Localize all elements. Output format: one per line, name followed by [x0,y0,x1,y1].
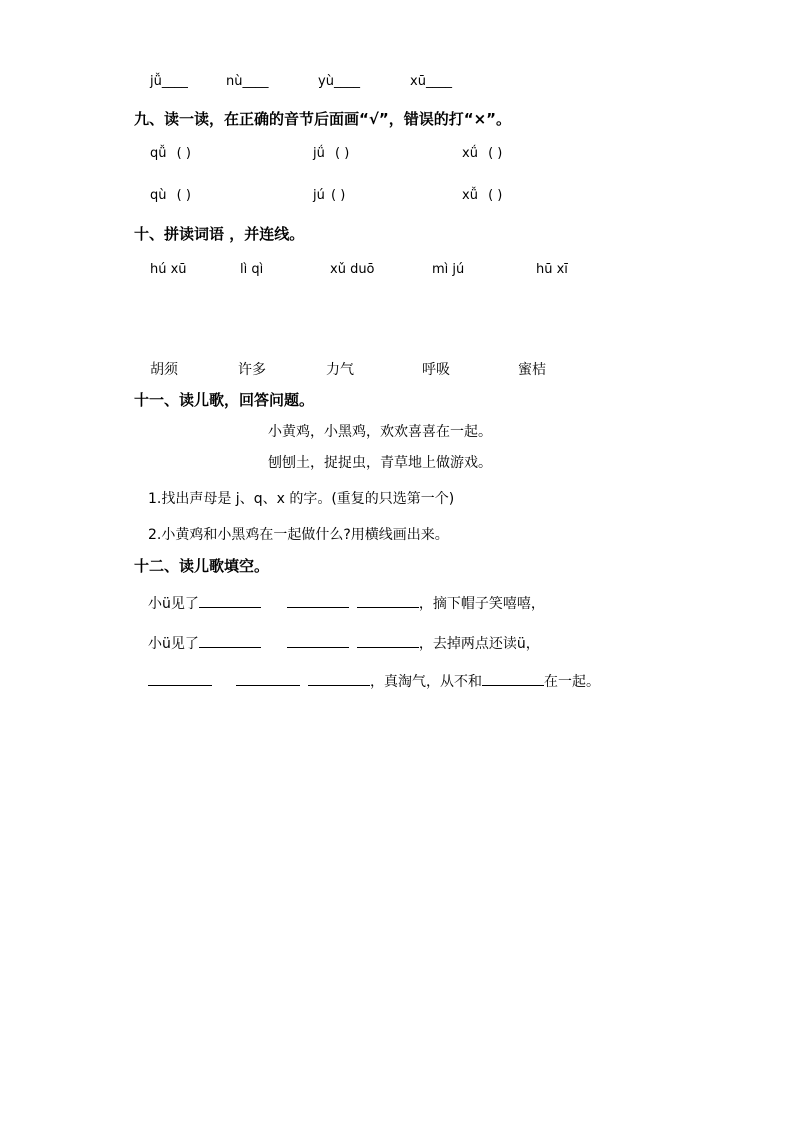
s9-item-r2-2 [313,188,345,203]
fill-blank[interactable] [199,595,261,608]
answer-paren[interactable]: ( ) [331,188,346,203]
s10-pinyin-1: hú xū [150,262,187,277]
s10-pinyin-5: hū xī [536,262,568,277]
syllable: qù [150,188,167,203]
fill-line-2 [148,633,540,653]
fill-line-3 [148,671,600,691]
line-text: ，去掉两点还读ü， [418,636,540,652]
s10-word-1: 胡须 [150,362,178,378]
fill-blank[interactable] [287,595,349,608]
syllable: xǚ [462,188,478,203]
blank: ____ [161,74,188,89]
syllable: jǘ [313,146,325,161]
s10-pinyin-3: xǔ duō [330,262,375,277]
s10-word-5: 蜜桔 [518,362,546,378]
s9-item-r2-3 [462,188,502,203]
syllable: xū [410,74,426,89]
blank: ____ [333,74,360,89]
line-text: ，真淘气，从不和 [370,674,482,690]
answer-paren[interactable]: ( ) [488,188,503,203]
question-2: 2.小黄鸡和小黑鸡在一起做什么?用横线画出来。 [148,527,449,543]
syllable: jú [313,188,325,203]
line-text: 小ü见了 [148,596,199,612]
fill-blank[interactable] [357,595,419,608]
syllable: xǘ [462,146,478,161]
s9-item-r1-1 [150,146,191,161]
question-1: 1.找出声母是 j、q、x 的字。(重复的只选第一个) [148,491,455,507]
line-text: 在一起。 [544,674,600,690]
top-pinyin-3 [318,74,360,89]
syllable: yù [318,74,334,89]
answer-paren[interactable]: ( ) [176,188,191,203]
s10-word-4: 呼吸 [422,362,450,378]
section9-heading: 九、读一读，在正确的音节后面画“√”，错误的打“×”。 [134,110,512,128]
s10-pinyin-2: lì qì [240,262,264,277]
fill-blank[interactable] [308,673,370,686]
answer-paren[interactable]: ( ) [176,146,191,161]
top-pinyin-4 [410,74,452,89]
fill-line-1 [148,593,545,613]
line-text: 小ü见了 [148,636,199,652]
fill-blank[interactable] [357,635,419,648]
fill-blank[interactable] [148,673,212,686]
s10-pinyin-4: mì jú [432,262,465,277]
syllable: qǚ [150,146,167,161]
blank: ____ [425,74,452,89]
s10-word-3: 力气 [326,362,354,378]
poem-line-1: 小黄鸡，小黑鸡，欢欢喜喜在一起。 [268,424,492,440]
answer-paren[interactable]: ( ) [335,146,350,161]
top-pinyin-1 [150,74,188,89]
fill-blank[interactable] [199,635,261,648]
s9-item-r2-1 [150,188,191,203]
line-text: ，摘下帽子笑嘻嘻， [418,596,545,612]
syllable: nù [226,74,243,89]
fill-blank[interactable] [482,673,544,686]
fill-blank[interactable] [236,673,300,686]
s9-item-r1-3 [462,146,502,161]
fill-blank[interactable] [287,635,349,648]
poem-line-2: 刨刨土，捉捉虫，青草地上做游戏。 [268,455,492,471]
top-pinyin-2 [226,74,268,89]
answer-paren[interactable]: ( ) [488,146,503,161]
s10-word-2: 许多 [238,362,266,378]
section10-heading: 十、拼读词语 ，并连线。 [134,225,305,243]
section12-heading: 十二、读儿歌填空。 [134,557,270,575]
s9-item-r1-2 [313,146,349,161]
blank: ____ [242,74,269,89]
section11-heading: 十一、读儿歌，回答问题。 [134,391,315,409]
syllable: jǚ [150,74,162,89]
